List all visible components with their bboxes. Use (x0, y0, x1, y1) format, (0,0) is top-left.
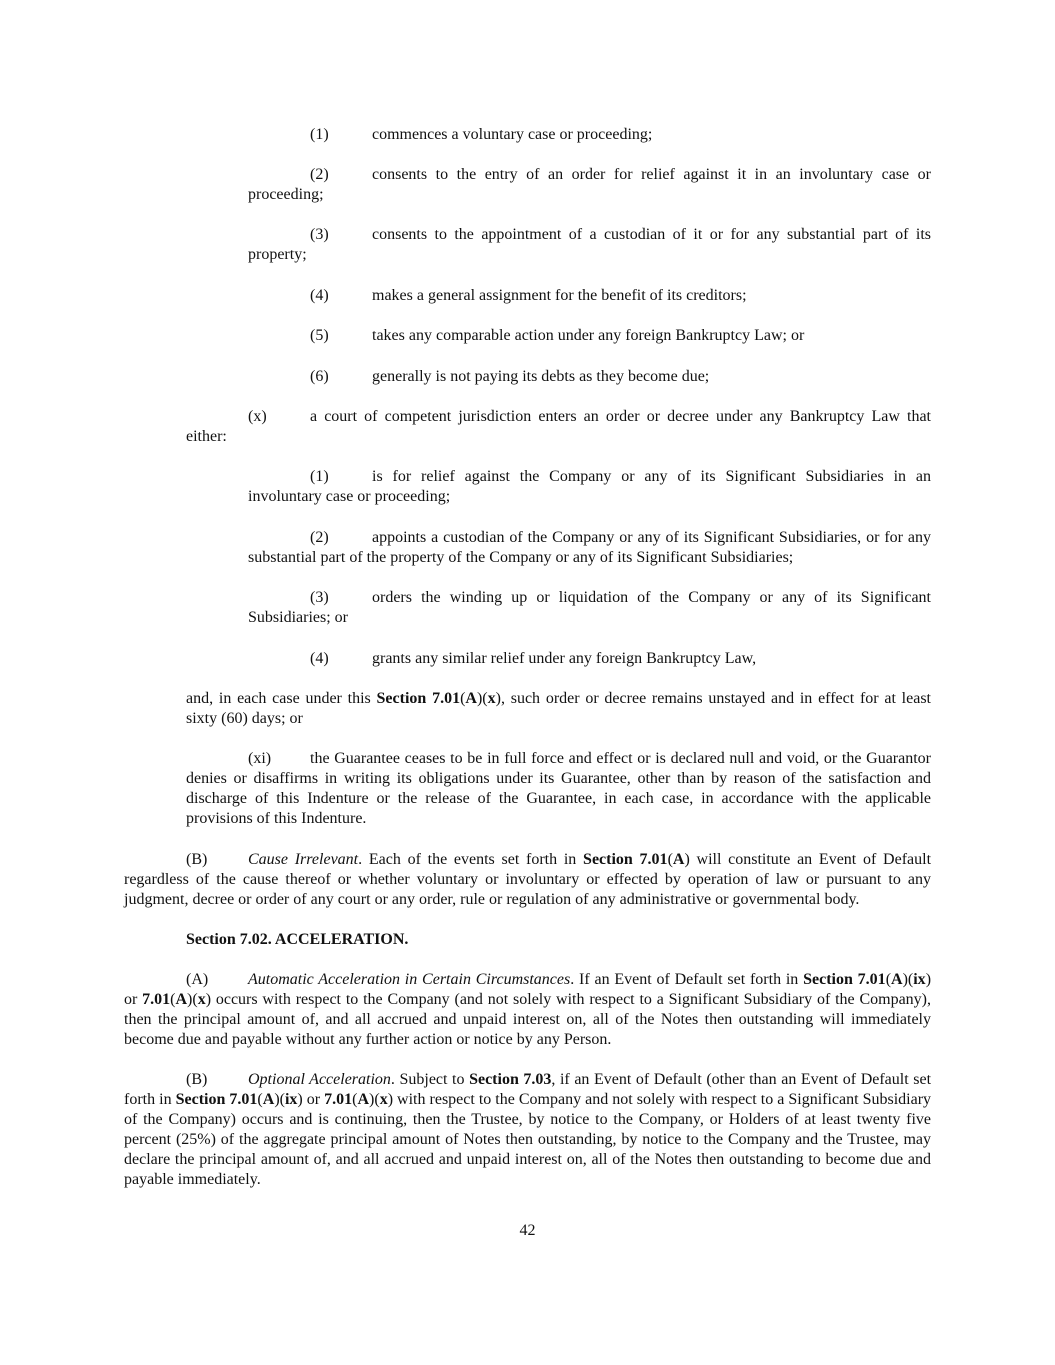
text-run: and, in each case under this (186, 690, 377, 707)
item-3 (248, 225, 931, 265)
item-text: commences a voluntary case or proceeding; (372, 126, 653, 143)
page-number: 42 (519, 1222, 536, 1239)
text-run: . Each of the events set forth in (358, 851, 584, 868)
sub-item-3 (248, 588, 931, 628)
section-ref: A (357, 1091, 370, 1108)
section-ref: Section 7.01 (803, 971, 886, 988)
text-run: . If an Event of Default set forth in (570, 971, 804, 988)
item-1 (248, 125, 931, 145)
item-text: orders the winding up or liquidation of the Company or any of its Significant Subsidiaries; or (248, 589, 931, 626)
clause-text: a court of competent jurisdiction enters an order or decree under any Bankruptcy Law that either: (186, 408, 931, 445)
text-run: or (124, 991, 143, 1008)
section-ref: A (891, 971, 903, 988)
clause-xi (186, 749, 931, 829)
clause-text: the Guarantee ceases to be in full force and effect or is declared null and void, or the Guarantor denies or disaffirms in writing its obligations under its Guarantee, other than by reason of the satisfaction and discharge of this Indenture or the release of the Guarantee, in each case, in accordance with the applicable provisions of this Indenture. (186, 750, 931, 827)
text-run: . Subject to (390, 1071, 470, 1088)
text-run: )( (187, 991, 198, 1008)
text-run: )( (476, 690, 488, 707)
automatic-acceleration-paragraph (124, 970, 931, 1050)
paragraph-number: (B) (186, 851, 208, 868)
section-heading: Section 7.02. ACCELERATION. (186, 931, 409, 948)
text-run: occurs with respect to the Company (and not solely with respect to a Significant Subsidiary of the Company), then the principal amount of, and all accrued and unpaid interest on, all of the Notes then outstanding will immediately become due and payable without any further action or notice by any Person. (124, 991, 932, 1048)
sub-item-2 (248, 528, 931, 568)
item-text: makes a general assignment for the benefit of its creditors; (372, 287, 747, 304)
item-number: (2) (310, 529, 329, 546)
text-run: ( (257, 1091, 263, 1108)
item-4 (248, 286, 931, 306)
item-2 (248, 165, 931, 205)
section-ref: x (487, 690, 496, 707)
text-run: ) (495, 690, 501, 707)
section-ref: 7.01 (324, 1091, 353, 1108)
section-ref: A (262, 1091, 275, 1108)
section-ref: Section 7.03 (469, 1071, 552, 1088)
item-number: (6) (310, 368, 329, 385)
section-ref: x (379, 1091, 388, 1108)
sub-item-1 (248, 467, 931, 507)
item-number: (5) (310, 327, 329, 344)
item-text: consents to the entry of an order for relief against it in an involuntary case or proceeding; (248, 166, 931, 203)
section-ref: Section 7.01 (583, 851, 668, 868)
item-number: (3) (310, 589, 329, 606)
text-run: ) (925, 971, 932, 988)
sub-item-4 (248, 649, 931, 669)
text-run: will constitute an Event of Default regardless of the cause thereof or whether voluntary or involuntary or effected by operation of law or pursuant to any judgment, decree or order of any court or any order, rule or regulation of any administrative or governmental body. (124, 851, 932, 908)
section-ref: A (672, 851, 685, 868)
text-run: )( (902, 971, 914, 988)
section-ref: A (175, 991, 188, 1008)
optional-acceleration-paragraph (124, 1070, 931, 1190)
text-run: ) (684, 851, 690, 868)
section-ref: Section 7.01 (175, 1091, 258, 1108)
paragraph-number: (A) (186, 971, 209, 988)
item-text: consents to the appointment of a custodian of it or for any substantial part of its property; (248, 226, 931, 263)
section-ref: x (197, 991, 206, 1008)
paragraph-title: Cause Irrelevant (248, 851, 359, 868)
clause-number: (x) (248, 408, 267, 425)
item-number: (4) (310, 287, 329, 304)
clause-number: (xi) (248, 750, 272, 767)
text-run: with respect to the Company and not solely with respect to a Significant Subsidiary of the Company) occurs and is continuing, then the Trustee, by notice to the Company, or Holders of at least twenty five percent (25%) of the aggregate principal amount of Notes then outstanding, by notice to the Company and the Trustee, may declare the principal amount of, and all accrued and unpaid interest on, all of the Notes then outstanding to become due and payable immediately. (124, 1091, 932, 1188)
text-run: or (302, 1091, 325, 1108)
section-ref: A (465, 690, 477, 707)
text-run: , such order or decree remains unstayed and in effect for at least sixty (60) days; or (186, 690, 931, 727)
item-number: (4) (310, 650, 329, 667)
section-ref: ix (284, 1091, 298, 1108)
item-text: grants any similar relief under any foreign Bankruptcy Law, (372, 650, 757, 667)
text-run: , if an Event of Default (other than an Event of Default set forth in (124, 1071, 932, 1108)
item-number: (3) (310, 226, 329, 243)
item-number: (2) (310, 166, 329, 183)
item-text: takes any comparable action under any foreign Bankruptcy Law; or (372, 327, 805, 344)
text-run: ) (387, 1091, 394, 1108)
item-5 (248, 326, 931, 346)
item-text: is for relief against the Company or any of its Significant Subsidiaries in an involuntary case or proceeding; (248, 468, 931, 505)
item-text: generally is not paying its debts as they become due; (372, 368, 710, 385)
text-run: ) (205, 991, 212, 1008)
text-run: ( (885, 971, 892, 988)
text-run: ( (667, 851, 673, 868)
section-ref: 7.01 (142, 991, 171, 1008)
section-ref: ix (913, 971, 926, 988)
item-text: appoints a custodian of the Company or any of its Significant Subsidiaries, or for any substantial part of the property of the Company or any of its Significant Subsidiaries; (248, 529, 931, 566)
text-run: ) (297, 1091, 303, 1108)
item-6 (248, 367, 931, 387)
paragraph-title: Optional Acceleration (248, 1071, 391, 1088)
paragraph-title: Automatic Acceleration in Certain Circumstances (248, 971, 571, 988)
paragraph-number: (B) (186, 1071, 208, 1088)
text-run: )( (274, 1091, 285, 1108)
section-ref: Section 7.01 (376, 690, 461, 707)
clause-x (186, 407, 931, 447)
text-run: ( (352, 1091, 358, 1108)
text-run: )( (369, 1091, 380, 1108)
item-number: (1) (310, 468, 329, 485)
text-run: ( (460, 690, 466, 707)
item-number: (1) (310, 126, 329, 143)
cause-irrelevant-paragraph (124, 850, 931, 910)
and-each-case-paragraph (186, 689, 931, 729)
text-run: ( (170, 991, 176, 1008)
